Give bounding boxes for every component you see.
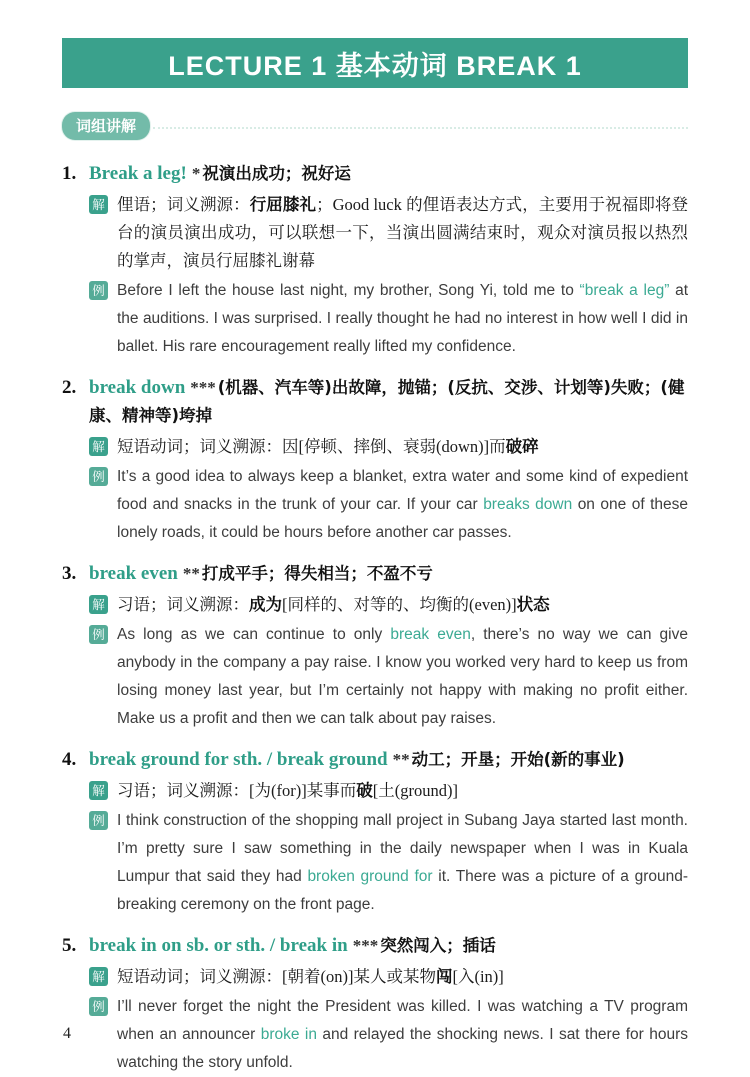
explain-text xyxy=(117,777,688,805)
entry-head xyxy=(62,160,688,188)
explain-marker-icon: 解 xyxy=(89,195,108,214)
frequency-stars: * xyxy=(191,164,201,183)
explain-text xyxy=(117,191,688,275)
text-segment: [同样的、对等的、均衡的(even)] xyxy=(282,595,517,614)
example-marker-icon: 例 xyxy=(89,625,108,644)
entry-phrase: break ground for sth. / break ground xyxy=(89,749,388,770)
text-segment: , there’s no way we can give anybody in the company a pay raise. I know you worked very hard to keep us from losing money last year, but I’m certainly not happy with making no profit either. Make us a profit and then we can talk about pay raises. xyxy=(117,626,688,727)
example-text xyxy=(117,463,688,547)
phrase-entry xyxy=(62,932,688,1077)
entry-head xyxy=(62,560,688,588)
phrase-entry xyxy=(62,746,688,919)
explain-marker-icon: 解 xyxy=(89,595,108,614)
example-marker-icon: 例 xyxy=(89,281,108,300)
text-segment: 短语动词；词义溯源：因[停顿、摔倒、衰弱(down)]而 xyxy=(117,437,506,456)
example-text xyxy=(117,277,688,361)
explain-marker-icon: 解 xyxy=(89,781,108,800)
text-segment: broken ground for xyxy=(307,868,433,885)
entry-translation: 动工；开垦；开始(新的事业) xyxy=(411,750,625,769)
explain-marker-icon: 解 xyxy=(89,437,108,456)
explain-marker-icon: 解 xyxy=(89,967,108,986)
section-label-pill: 词组讲解 xyxy=(62,112,150,140)
text-segment: 闯 xyxy=(435,967,453,986)
entry-translation: (机器、汽车等)出故障，抛锚；(反抗、交涉、计划等)失败；(健康、精神等)垮掉 xyxy=(89,378,685,425)
example-block xyxy=(89,463,688,547)
text-segment: 破 xyxy=(356,781,373,800)
section-header xyxy=(62,112,688,140)
example-block xyxy=(89,993,688,1077)
example-text xyxy=(117,993,688,1077)
explain-block xyxy=(89,433,688,461)
explain-text xyxy=(117,433,688,461)
entry-head xyxy=(62,932,688,960)
phrase-entry xyxy=(62,160,688,361)
explain-block xyxy=(89,963,688,991)
entry-head xyxy=(62,374,688,430)
text-segment: 俚语；词义溯源： xyxy=(117,195,250,214)
text-segment: ；Good luck 的俚语表达方式，主要用于祝福即将登台的演员演出成功，可以联想一下，当演出圆满结束时，观众对演员报以热烈的掌声，演员行屈膝礼谢幕 xyxy=(117,195,689,270)
explain-block xyxy=(89,191,688,275)
text-segment: 习语；词义溯源：[为(for)]某事而 xyxy=(117,781,357,800)
text-segment: 状态 xyxy=(516,595,550,614)
entry-phrase: break even xyxy=(89,563,178,584)
phrase-entry xyxy=(62,374,688,547)
text-segment: breaks down xyxy=(483,496,573,513)
text-segment: break even xyxy=(390,626,471,643)
example-marker-icon: 例 xyxy=(89,467,108,486)
example-block xyxy=(89,277,688,361)
phrase-entry xyxy=(62,560,688,733)
lecture-title: LECTURE 1 基本动词 BREAK 1 xyxy=(168,50,582,81)
entry-phrase: Break a leg! xyxy=(89,163,187,184)
example-block xyxy=(89,807,688,919)
text-segment: 破碎 xyxy=(505,437,539,456)
entry-number: 3. xyxy=(62,563,77,584)
text-segment: As long as we can continue to only xyxy=(117,626,391,643)
text-segment: I’ll never forget the night the President was killed. I was watching a TV program when an announcer xyxy=(117,998,688,1043)
text-segment: “break a leg” xyxy=(579,282,670,299)
text-segment: 短语动词；词义溯源：[朝着(on)]某人或某物 xyxy=(117,967,436,986)
entry-number: 4. xyxy=(62,749,77,770)
example-marker-icon: 例 xyxy=(89,811,108,830)
entry-number: 1. xyxy=(62,163,77,184)
entry-phrase: break in on sb. or sth. / break in xyxy=(89,935,348,956)
dotted-rule xyxy=(153,127,688,129)
explain-text xyxy=(117,591,688,619)
entry-translation: 突然闯入；插话 xyxy=(380,936,496,955)
example-text xyxy=(117,621,688,733)
example-block xyxy=(89,621,688,733)
entry-number: 2. xyxy=(62,377,77,398)
entry-number: 5. xyxy=(62,935,77,956)
explain-block xyxy=(89,777,688,805)
text-segment: 成为 xyxy=(249,595,282,614)
text-segment: I think construction of the shopping mall project in Subang Jaya started last month. I’m pretty sure I saw something in the daily newspaper when I was in Kuala Lumpur that said they had xyxy=(117,812,688,885)
lecture-banner xyxy=(62,38,688,88)
text-segment: [土(ground)] xyxy=(372,781,458,800)
text-segment: and relayed the shocking news. I sat there for hours watching the story unfold. xyxy=(117,1026,688,1071)
example-marker-icon: 例 xyxy=(89,997,108,1016)
text-segment: [入(in)] xyxy=(452,967,504,986)
entry-translation: 打成平手；得失相当；不盈不亏 xyxy=(201,564,433,583)
entries xyxy=(62,160,688,1077)
explain-block xyxy=(89,591,688,619)
frequency-stars: ** xyxy=(182,564,200,583)
text-segment: broke in xyxy=(260,1026,317,1043)
text-segment: it. There was a picture of a ground-breaking ceremony on the front page. xyxy=(117,868,688,913)
text-segment: It’s a good idea to always keep a blanket, extra water and some kind of expedient food and snacks in the trunk of your car. If your car xyxy=(117,468,688,513)
page-number: 4 xyxy=(63,1025,71,1042)
example-text xyxy=(117,807,688,919)
frequency-stars: *** xyxy=(352,936,379,955)
text-segment: 行屈膝礼 xyxy=(249,195,317,214)
text-segment: 习语；词义溯源： xyxy=(117,595,249,614)
explain-text xyxy=(117,963,688,991)
text-segment: at the auditions. I was surprised. I really thought he had no interest in how well I did in ballet. His rare encouragement really lifted my confidence. xyxy=(117,282,688,355)
frequency-stars: *** xyxy=(190,378,216,397)
entry-head xyxy=(62,746,688,774)
entry-phrase: break down xyxy=(89,377,186,398)
text-segment: Before I left the house last night, my brother, Song Yi, told me to xyxy=(117,282,580,299)
text-segment: on one of these lonely roads, it could be hours before another car passes. xyxy=(117,496,689,541)
entry-translation: 祝演出成功；祝好运 xyxy=(202,164,351,183)
frequency-stars: ** xyxy=(392,750,410,769)
